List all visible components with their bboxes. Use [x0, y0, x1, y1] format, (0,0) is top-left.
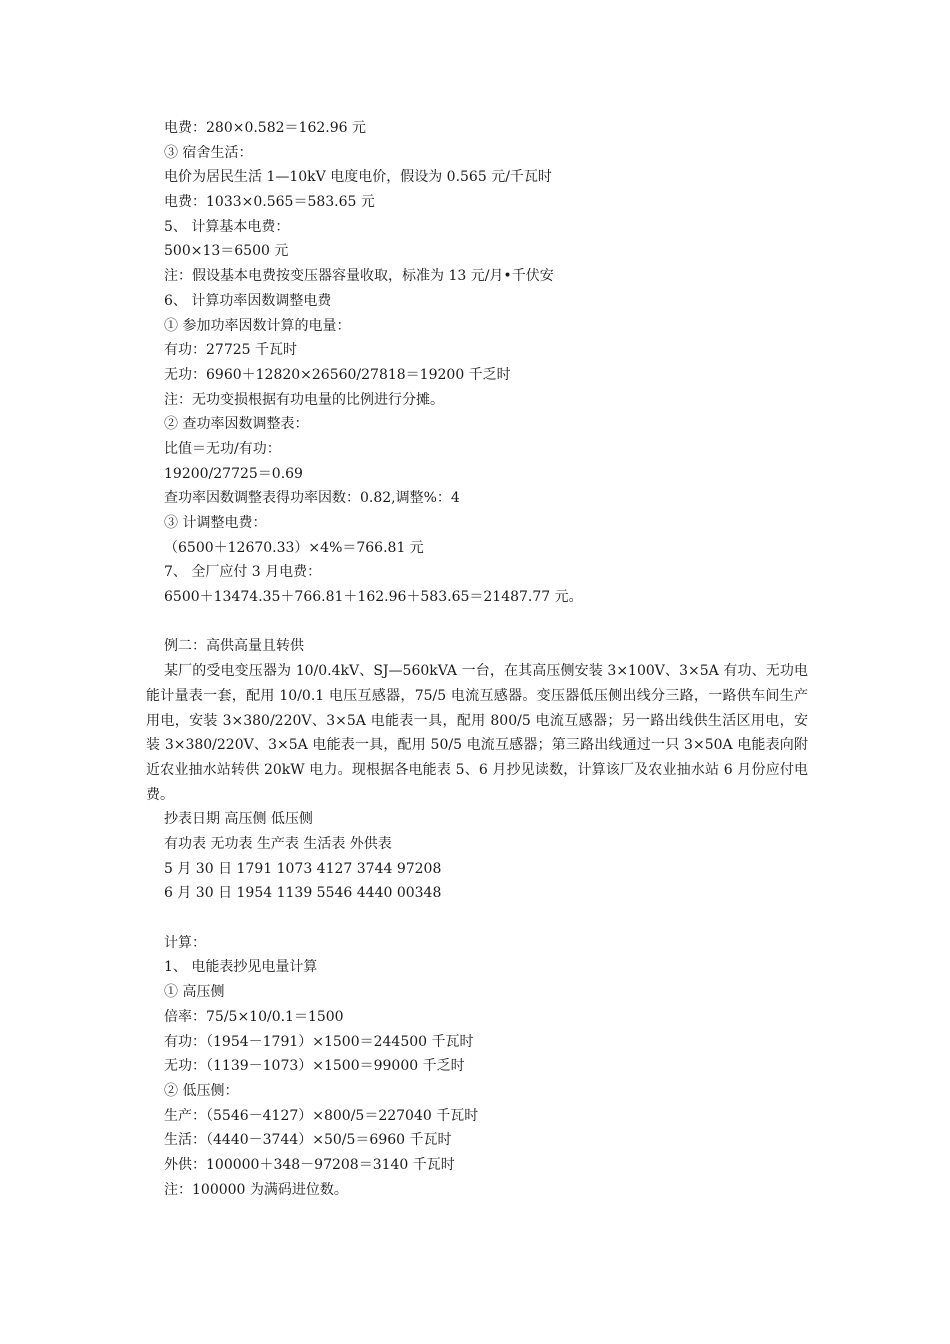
text-line: 电费：280×0.582＝162.96 元: [164, 120, 366, 136]
text-line: 7、 全厂应付 3 月电费：: [164, 564, 322, 581]
example-paragraph: 某厂的受电变压器为 10/0.4kV、SJ—560kVA 一台，在其高压侧安装 3×100V、3×5A 有功、无功电能计量表一套，配用 10/0.1 电压互感器，75/5 电流互感器。变压器低压侧出线分三路，一路供车间生产用电，安装 3×380/220V、3×5A 电能表一具，配用 800/5 电流互感器；另一路出线供生活区用电，安装 3×380/220V、3×5A 电能表一具，配用 50/5 电流互感器；第三路出线通过一只 3×50A 电能表向附近农业抽水站转供 20kW 电力。现根据各电能表 5、6 月抄见读数，计算该厂及农业抽水站 6 月份应付电费。: [146, 663, 808, 803]
text-line: 注：无功变损根据有功电量的比例进行分摊。: [164, 391, 444, 408]
readings-row: 5 月 30 日 1791 1073 4127 3744 97208: [164, 860, 442, 877]
text-line: 注：100000 为满码进位数。: [164, 1181, 348, 1198]
text-line: 查功率因数调整表得功率因数：0.82,调整%：4: [164, 490, 460, 507]
text-line: ② 查功率因数调整表：: [164, 416, 309, 433]
text-line: 5、 计算基本电费：: [164, 218, 290, 235]
text-line: 500×13＝6500 元: [164, 243, 289, 260]
readings-subheader: 有功表 无功表 生产表 生活表 外供表: [164, 836, 392, 853]
text-line: 电费：1033×0.565＝583.65 元: [164, 194, 375, 211]
text-line: 生活：（4440－3744）×50/5＝6960 千瓦时: [164, 1132, 452, 1149]
blank-line: [146, 610, 808, 635]
text-line: 无功：（1139－1073）×1500＝99000 千乏时: [164, 1058, 465, 1075]
text-line: ③ 宿舍生活：: [164, 144, 253, 161]
text-line: 比值＝无功/有功：: [164, 440, 281, 457]
text-line: 有功：（1954－1791）×1500＝244500 千瓦时: [164, 1033, 474, 1050]
text-line: 19200/27725＝0.69: [164, 465, 303, 482]
text-line: 计算：: [164, 934, 206, 951]
text-line: 有功：27725 千瓦时: [164, 342, 297, 359]
text-line: 注：假设基本电费按变压器容量收取，标准为 13 元/月•千伏安: [164, 268, 554, 285]
example-title: 例二：高供高量且转供: [164, 638, 304, 655]
text-line: 电价为居民生活 1—10kV 电度电价，假设为 0.565 元/千瓦时: [164, 169, 552, 186]
text-line: 1、 电能表抄见电量计算: [164, 959, 318, 976]
text-line: 6、 计算功率因数调整电费: [164, 292, 332, 309]
document-body: [146, 116, 808, 1202]
text-line: （6500＋12670.33）×4%＝766.81 元: [164, 539, 424, 556]
readings-row: 6 月 30 日 1954 1139 5546 4440 00348: [164, 885, 442, 902]
text-line: ③ 计调整电费：: [164, 515, 267, 531]
text-line: 无功：6960＋12820×26560/27818＝19200 千乏时: [164, 366, 511, 383]
text-line: ② 低压侧：: [164, 1082, 239, 1099]
text-line: 倍率：75/5×10/0.1＝1500: [164, 1008, 344, 1025]
text-line: ① 参加功率因数计算的电量：: [164, 317, 351, 334]
text-line: 6500＋13474.35＋766.81＋162.96＋583.65＝21487.77 元。: [164, 589, 583, 606]
text-line: ① 高压侧: [164, 984, 225, 1001]
blank-line: [146, 906, 808, 931]
text-line: 生产：（5546－4127）×800/5＝227040 千瓦时: [164, 1107, 479, 1124]
text-line: 外供：100000＋348－97208＝3140 千瓦时: [164, 1156, 455, 1173]
readings-header: 抄表日期 高压侧 低压侧: [164, 811, 313, 828]
